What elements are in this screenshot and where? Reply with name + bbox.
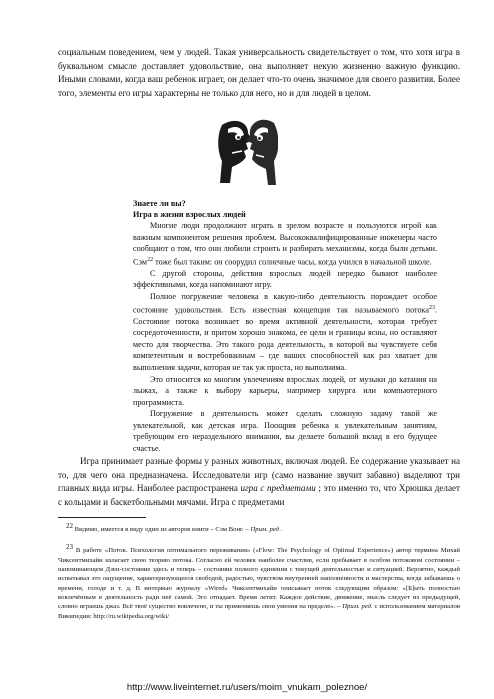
footnote-emphasis: Прим. ред.	[342, 603, 373, 611]
footnote-text: В работе «Поток. Психология оптимального переживания» («Flow: The Psychology of Optimal Experience») автор термина Михай Чиксентмихайи излагает свою теорию потока. Согласно ей человек наиболее счастлив, если пребывает в особом потоковом состоянии – напоминающем Дзен-состояние здесь и теперь – состояние полного единения с текущей деятельностью и ситуацией. Вероятно, каждый испытывал это ощущение, характеризующееся свободой, радостью, чувством внутренней наполненности и мастерства, когда забываешь о времени, голоде и т. д. В интервью журналу «Wired» Чиксентмихайи описывает поток следующим образом: «[Б]ыть полностью вовлечённым в деятельность ради неё самой. Эго отпадает. Время летит. Каждое действие, движение, мысль следует из предыдущей, словно играешь джаз. Всё твоё существо вовлечено, и ты применяешь свои умения на пределе». –	[58, 547, 460, 611]
footnote-number: 23	[66, 543, 73, 551]
two-faces-talking-icon	[218, 117, 278, 187]
sidebar-paragraph-3	[133, 291, 437, 374]
main-text-end: ; это именно то, что Хрюшка делает с кольцами и баскетбольными мячами. Игра с предметами	[58, 483, 461, 507]
sidebar-paragraph-4: Это относится ко многим увлечениям взрослых людей, от музыки до катания на лыжах, а также к выбору карьеры, например хирурга или компьютерного программиста.	[133, 374, 437, 407]
footnote-ref-22[interactable]: 22	[147, 256, 154, 263]
sidebar-paragraph-2: С другой стороны, действия взрослых людей нередко бывают наиболее эффективными, когда напоминают игру.	[133, 268, 437, 290]
main-emphasis: игра с предметами	[240, 483, 316, 494]
sidebar-p3-text: Полное погружение человека в какую-либо деятельность порождает особое состояние удовольствия. Есть известная концепция так называемого потока	[133, 292, 437, 315]
sidebar-p1-text: Многие люди продолжают играть в зрелом возрасте и пользуются игрой как важным компонентом решения проблем. Высококвалифицированные инженеры часто сообщают о том, что они любили строить и разбирать механизмы, когда были детьми. Сэм	[133, 221, 437, 267]
footnote-divider	[58, 517, 146, 518]
sidebar-paragraph-5: Погружение в деятельность может сделать сложную задачу такой же увлекательной, как детская игра. Поощряя ребенка к увлекательным занятиям, требующим его нераздельного внимания, вы делаете большой вклад в его будущее счастье.	[133, 409, 437, 453]
intro-paragraph	[58, 46, 460, 100]
footnote-ref-23[interactable]: 23	[428, 304, 435, 311]
sidebar-p3-end: . Состояние потока возникает во время активной деятельности, которая требует сосредоточенности, и притом хорошо знакома, ее цели и границы ясны, но оставляют место для творчества. Это такого рода деятельность, в которой вы чувствуете себя компетентным и востребованным – где ваших способностей как раз хватает для выполнения задачи, которая не так уж проста, но выполнима.	[133, 305, 437, 372]
footnote-text: Видимо, имеется в виду один из авторов книги – Сэм Вонг. –	[73, 526, 251, 534]
sidebar-subheading: Игра в жизни взрослых людей	[133, 210, 246, 219]
intro-text: социальным поведением, чем у людей. Такая универсальность свидетельствует о том, что хотя игра в буквальном смысле доставляет удовольствие, она выполняет некую жизненно важную функцию. Иными словами, когда ваш ребенок играет, он делает что-то очень значимое для своего развития. Более того, элементы его игры характерны не только для него, но и для людей в целом.	[58, 47, 460, 98]
footnote-end: с использованием материалов Википедии: http://ru.wikipedia.org/wiki/	[58, 603, 460, 620]
main-text: Игра принимает разные формы у разных животных, включая людей. Ее содержание указывает на то, для чего она предназначена. Исследователи игр (само название звучит забавно) выделяют три главных вида игры. Наиболее распространена	[58, 456, 460, 494]
footnote-22	[58, 522, 460, 535]
sidebar-p1-end: тоже был таким: он соорудил солнечные часы, когда учился в начальной школе.	[153, 257, 432, 267]
footnote-number: 22	[66, 522, 73, 530]
footnote-end: .	[279, 526, 283, 534]
main-paragraph	[58, 455, 460, 509]
footer-url[interactable]: http://www.liveinternet.ru/users/moim_vnukam_poleznoe/	[126, 682, 368, 693]
sidebar-paragraph-1	[133, 220, 437, 268]
sidebar-heading: Знаете ли вы?	[133, 199, 186, 208]
footnote-emphasis: Прим. ред	[250, 526, 280, 534]
footnote-23	[58, 543, 460, 621]
sidebar-box	[133, 198, 437, 454]
